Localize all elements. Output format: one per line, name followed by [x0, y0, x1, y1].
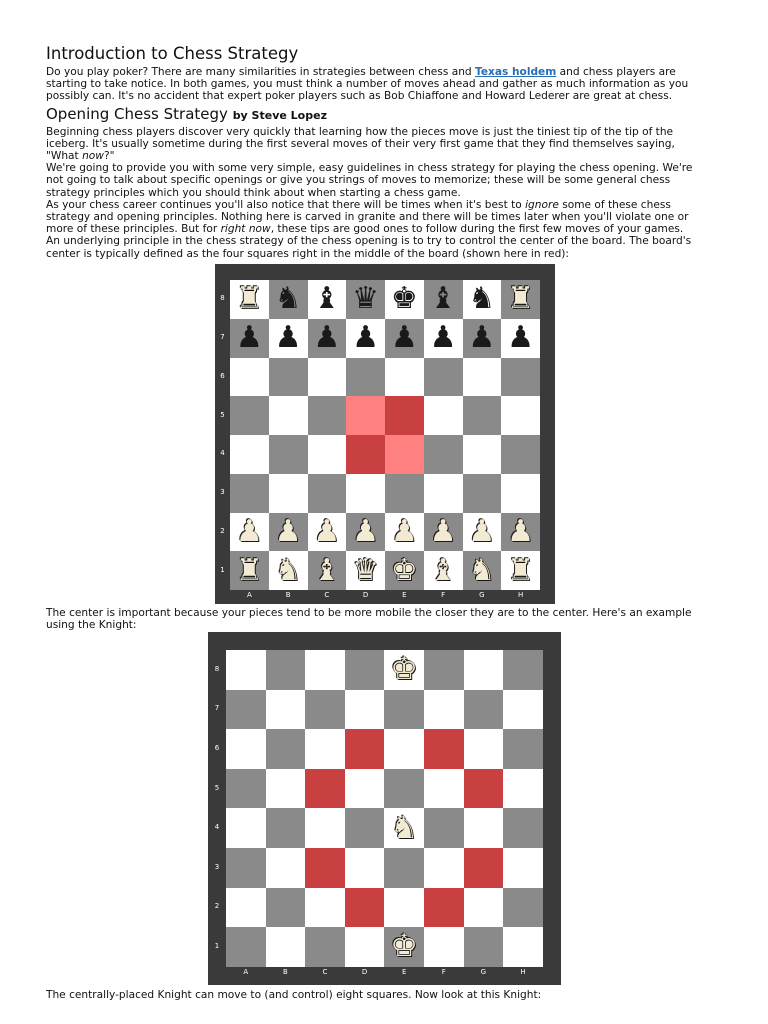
white-pawn-b2-icon: ♟ [274, 513, 302, 549]
caption-knight-squares: The centrally-placed Knight can move to (and control) eight squares. Now look at this Knight: [46, 989, 542, 1001]
square-g5 [463, 396, 502, 435]
square-e2 [384, 888, 424, 928]
opening-paragraph-3 [46, 199, 708, 236]
white-rook-a8-icon: ♜ [235, 281, 263, 317]
square-c1 [305, 927, 345, 967]
square-a3 [230, 474, 269, 513]
square-c3-highlighted [305, 848, 345, 888]
board1-grid [230, 280, 540, 590]
square-h7 [503, 690, 543, 730]
file-label-g: G [480, 967, 487, 976]
square-e6 [384, 729, 424, 769]
intro-paragraph [46, 66, 708, 103]
square-h1 [503, 927, 543, 967]
file-label-d: D [362, 591, 369, 599]
square-c6 [305, 729, 345, 769]
white-pawn-e2-icon: ♟ [390, 513, 418, 549]
square-h8 [503, 650, 543, 690]
square-b7 [266, 690, 306, 730]
square-d4-highlighted [346, 435, 385, 474]
white-bishop-f1-icon: ♝ [429, 552, 457, 588]
square-h3 [503, 848, 543, 888]
white-bishop-c1-icon: ♝ [313, 552, 341, 588]
square-h4 [501, 435, 540, 474]
square-d5-highlighted [346, 396, 385, 435]
black-pawn-c7-icon: ♟ [313, 320, 341, 356]
square-c3 [308, 474, 347, 513]
square-d4 [345, 808, 385, 848]
square-a6 [226, 729, 266, 769]
square-h5 [503, 769, 543, 809]
square-c4 [308, 435, 347, 474]
square-h6 [501, 358, 540, 397]
p1-italic: now [82, 150, 104, 163]
white-king-e1-icon: ♚ [390, 552, 418, 588]
black-pawn-h7-icon: ♟ [507, 320, 535, 356]
square-f5 [424, 396, 463, 435]
square-c7 [305, 690, 345, 730]
square-h5 [501, 396, 540, 435]
square-e3 [385, 474, 424, 513]
white-rook-h8-icon: ♜ [507, 281, 535, 317]
intro-text-b: and chess players are starting to take notice. In both games, you must think a number of moves ahead and gather as much information as you possibly can. It's no accident that expert poker players such as Bob Chiaffone and Howard Lederer are great at chess. [46, 66, 689, 103]
byline: by Steve Lopez [232, 108, 327, 122]
square-d5 [345, 769, 385, 809]
p3-text-a: As your chess career continues you'll also notice that there will be times when it's best to [46, 198, 526, 211]
square-a4 [226, 808, 266, 848]
rank-label-5: 5 [220, 410, 225, 419]
square-b4 [266, 808, 306, 848]
white-rook-a1-icon: ♜ [235, 552, 263, 588]
square-a7 [226, 690, 266, 730]
white-pawn-c2-icon: ♟ [313, 513, 341, 549]
rank-label-1: 1 [214, 942, 220, 950]
rank-label-3: 3 [220, 488, 225, 497]
square-d6-highlighted [345, 729, 385, 769]
square-c8 [305, 650, 345, 690]
square-g6 [463, 358, 502, 397]
opening-title-text: Opening Chess Strategy [46, 104, 228, 123]
square-h2 [503, 888, 543, 928]
file-label-a: A [246, 591, 252, 599]
square-a2 [226, 888, 266, 928]
square-d1 [345, 927, 385, 967]
square-a6 [230, 358, 269, 397]
file-label-b: B [282, 967, 288, 976]
square-g4 [464, 808, 504, 848]
square-f2-highlighted [424, 888, 464, 928]
file-label-c: C [322, 967, 328, 976]
black-pawn-f7-icon: ♟ [429, 320, 457, 356]
rank-label-2: 2 [214, 902, 220, 911]
black-bishop-f8-icon: ♝ [429, 281, 457, 317]
white-pawn-h2-icon: ♟ [507, 513, 535, 549]
rank-label-2: 2 [220, 526, 225, 535]
texas-holdem-link[interactable]: Texas holdem [475, 66, 557, 78]
square-h6 [503, 729, 543, 769]
black-knight-g8-icon: ♞ [468, 281, 496, 317]
rank-label-4: 4 [214, 823, 220, 832]
square-e3 [384, 848, 424, 888]
white-knight-g1-icon: ♞ [468, 552, 496, 588]
white-pawn-d2-icon: ♟ [352, 513, 380, 549]
square-g5-highlighted [464, 769, 504, 809]
square-g3 [463, 474, 502, 513]
square-d7 [345, 690, 385, 730]
square-c4 [305, 808, 345, 848]
square-c5-highlighted [305, 769, 345, 809]
square-h4 [503, 808, 543, 848]
chessboard-starting-position [215, 264, 555, 604]
rank-label-1: 1 [220, 565, 225, 574]
square-a3 [226, 848, 266, 888]
rank-label-7: 7 [220, 333, 225, 342]
black-pawn-b7-icon: ♟ [274, 320, 302, 356]
caption-center-importance: The center is important because your pieces tend to be more mobile the closer they are to the center. Here's an example using the Knight: [46, 607, 692, 632]
opening-paragraph-4: An underlying principle in the chess strategy of the chess opening is to try to control the center of the board. The board's center is typically defined as the four squares right in the middle of the board (shown here in red): [46, 235, 692, 260]
rank-label-4: 4 [220, 449, 225, 458]
p1-text-b: ?" [103, 150, 115, 163]
file-label-h: H [517, 591, 524, 599]
square-c6 [308, 358, 347, 397]
rank-label-8: 8 [220, 294, 225, 303]
square-f7 [424, 690, 464, 730]
square-f5 [424, 769, 464, 809]
square-f6 [424, 358, 463, 397]
square-e5 [384, 769, 424, 809]
chessboard-knight-example [208, 632, 561, 985]
p3-text-b: some of these chess strategy and opening principles. Nothing here is carved in granite and there will be times later when you'll violate one or more of these principles. But for [46, 198, 689, 236]
square-e4-highlighted [385, 435, 424, 474]
square-a1 [226, 927, 266, 967]
file-label-f: F [441, 591, 446, 599]
square-e6 [385, 358, 424, 397]
board2-grid [226, 650, 543, 967]
square-g1 [464, 927, 504, 967]
file-label-a: A [243, 967, 249, 976]
square-d6 [346, 358, 385, 397]
black-pawn-e7-icon: ♟ [390, 320, 418, 356]
p3-italic-right-now: right now [220, 223, 271, 236]
square-b6 [269, 358, 308, 397]
black-king-e8-icon: ♚ [390, 281, 418, 317]
square-b8 [266, 650, 306, 690]
square-f3 [424, 848, 464, 888]
black-queen-d8-icon: ♛ [352, 281, 380, 317]
file-label-f: F [441, 967, 446, 976]
rank-label-7: 7 [214, 704, 220, 713]
rank-label-8: 8 [214, 664, 220, 673]
white-pawn-a2-icon: ♟ [235, 513, 263, 549]
white-king-e8-icon: ♚ [390, 651, 419, 688]
square-b1 [266, 927, 306, 967]
file-label-e: E [402, 591, 407, 599]
opening-paragraph-2: We're going to provide you with some very simple, easy guidelines in chess strategy for playing the chess opening. We're not going to talk about specific openings or give you strings of moves to memorize; these will be some general chess strategy principles which you should think about when starting a chess game. [46, 162, 693, 199]
file-label-e: E [401, 967, 407, 976]
square-d3 [345, 848, 385, 888]
article-body [46, 44, 708, 260]
square-b5 [266, 769, 306, 809]
opening-paragraph-1 [46, 126, 708, 163]
white-king-e1-icon: ♚ [390, 928, 419, 965]
square-b2 [266, 888, 306, 928]
rank-label-3: 3 [214, 862, 220, 871]
square-f1 [424, 927, 464, 967]
square-a8 [226, 650, 266, 690]
square-g3-highlighted [464, 848, 504, 888]
file-label-c: C [324, 591, 330, 599]
square-g7 [464, 690, 504, 730]
square-e5-highlighted [385, 396, 424, 435]
square-b3 [269, 474, 308, 513]
white-knight-b1-icon: ♞ [274, 552, 302, 588]
white-queen-d1-icon: ♛ [352, 552, 380, 588]
square-c2 [305, 888, 345, 928]
square-b6 [266, 729, 306, 769]
square-g4 [463, 435, 502, 474]
black-bishop-c8-icon: ♝ [313, 281, 341, 317]
file-label-g: G [479, 591, 485, 599]
square-a5 [226, 769, 266, 809]
rank-label-5: 5 [214, 783, 220, 792]
square-d2-highlighted [345, 888, 385, 928]
section-title-intro: Introduction to Chess Strategy [46, 44, 299, 63]
square-f3 [424, 474, 463, 513]
square-f8 [424, 650, 464, 690]
square-a5 [230, 396, 269, 435]
square-e7 [384, 690, 424, 730]
square-d8 [345, 650, 385, 690]
square-b4 [269, 435, 308, 474]
square-b5 [269, 396, 308, 435]
file-label-d: D [361, 967, 368, 976]
rank-label-6: 6 [220, 371, 225, 380]
rank-label-6: 6 [214, 744, 220, 752]
square-f6-highlighted [424, 729, 464, 769]
p1-text-a: Beginning chess players discover very quickly that learning how the pieces move is just the tiniest tip of the tip of the iceberg. It's usually sometime during the first several moves of their very first game that they find themselves saying, "What [46, 125, 675, 163]
file-label-h: H [520, 967, 526, 976]
white-pawn-f2-icon: ♟ [429, 513, 457, 549]
p3-italic-ignore: ignore [525, 198, 559, 211]
white-knight-e4-icon: ♞ [390, 809, 419, 846]
white-rook-h1-icon: ♜ [507, 552, 535, 588]
square-c5 [308, 396, 347, 435]
square-g6 [464, 729, 504, 769]
square-d3 [346, 474, 385, 513]
p3-text-c: , these tips are good ones to follow during the first few moves of your games. [270, 223, 684, 236]
square-f4 [424, 435, 463, 474]
square-a4 [230, 435, 269, 474]
file-label-b: B [285, 591, 291, 599]
section-title-opening [46, 105, 708, 125]
black-pawn-g7-icon: ♟ [468, 320, 496, 356]
square-b3 [266, 848, 306, 888]
square-h3 [501, 474, 540, 513]
square-g8 [464, 650, 504, 690]
square-f4 [424, 808, 464, 848]
white-pawn-g2-icon: ♟ [468, 513, 496, 549]
black-pawn-a7-icon: ♟ [235, 320, 263, 356]
black-knight-b8-icon: ♞ [274, 281, 302, 317]
black-pawn-d7-icon: ♟ [352, 320, 380, 356]
square-g2 [464, 888, 504, 928]
intro-text-a: Do you play poker? There are many similarities in strategies between chess and [46, 66, 476, 78]
